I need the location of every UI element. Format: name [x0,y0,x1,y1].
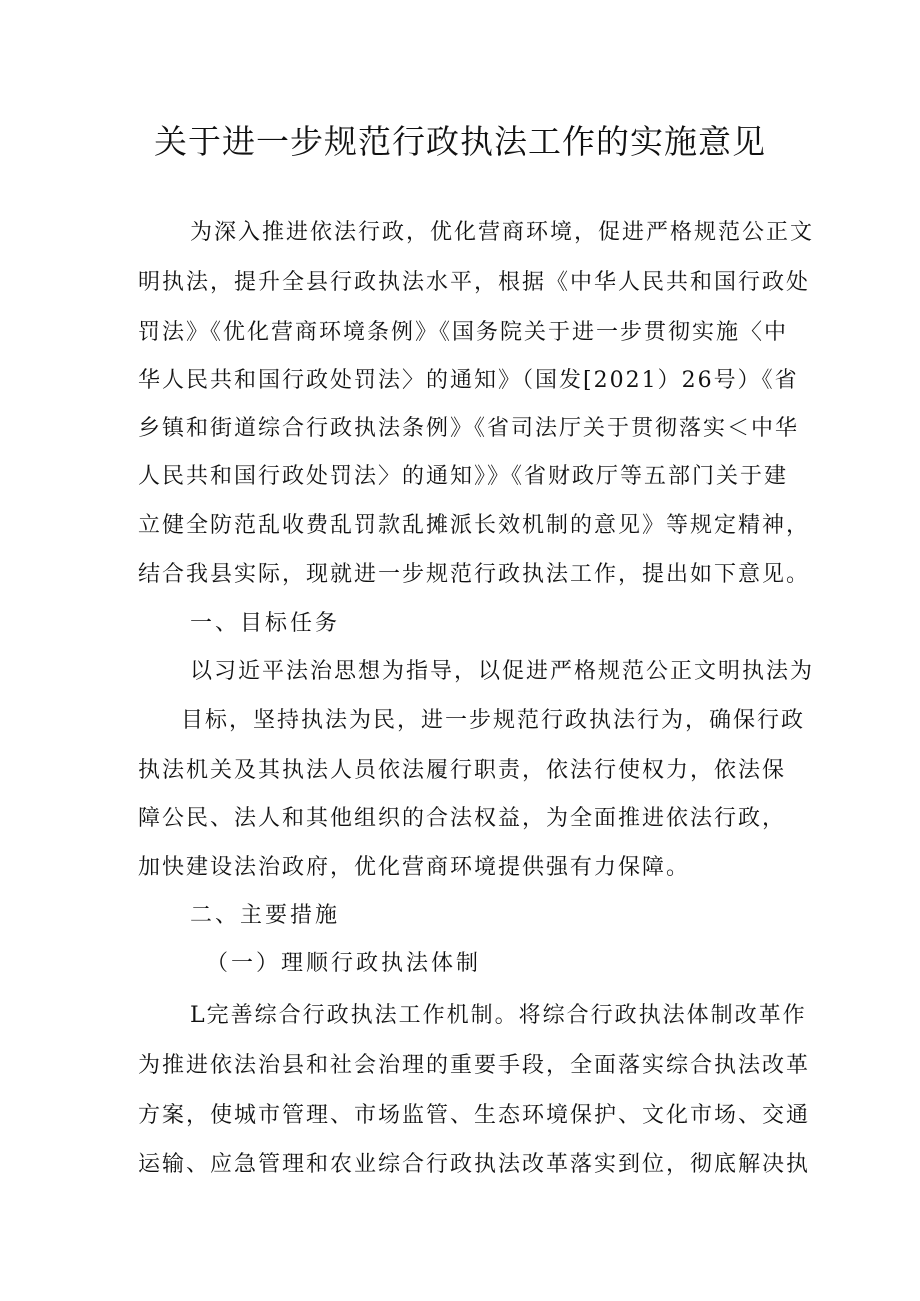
paragraph-line: 运输、应急管理和农业综合行政执法改革落实到位，彻底解决执 [138,1152,811,1177]
paragraph-line: 方案，使城市管理、市场监管、生态环境保护、文化市场、交通 [138,1103,811,1128]
section-heading-goals: 一、目标任务 [190,611,341,636]
paragraph-line: L完善综合行政执法工作机制。将综合行政执法体制改革作 [190,1003,807,1028]
paragraph-line: 为推进依法治县和社会治理的重要手段，全面落实综合执法改革 [138,1053,811,1078]
subsection-heading: （一）理顺行政执法体制 [206,951,482,976]
paragraph-line: 以习近平法治思想为指导，以促进严格规范公正文明执法为 [190,659,815,684]
section-heading-measures: 二、主要措施 [190,903,341,928]
paragraph-line: 结合我县实际，现就进一步规范行政执法工作，提出如下意见。 [138,562,811,587]
paragraph-line: 人民共和国行政处罚法〉的通知》》《省财政厅等五部门关于建 [138,464,789,489]
paragraph-line: 加快建设法治政府，优化营商环境提供强有力保障。 [138,855,691,880]
paragraph-line: 执法机关及其执法人员依法履行职责，依法行使权力，依法保 [138,758,787,783]
document-title: 关于进一步规范行政执法工作的实施意见 [154,122,766,161]
paragraph-line: 明执法，提升全县行政执法水平，根据《中华人民共和国行政处 [138,270,811,295]
paragraph-line: 为深入推进依法行政，优化营商环境，促进严格规范公正文 [190,220,815,245]
paragraph-line: 立健全防范乱收费乱罚款乱摊派长效机制的意见》等规定精神， [138,513,811,538]
paragraph-line: 目标，坚持执法为民，进一步规范行政执法行为，确保行政 [181,708,806,733]
paragraph-line: 华人民共和国行政处罚法〉的通知》（国发[2021）26号）《省 [138,368,799,393]
paragraph-line: 障公民、法人和其他组织的合法权益，为全面推进依法行政， [138,806,787,831]
paragraph-line: 罚法》《优化营商环境条例》《国务院关于进一步贯彻实施〈中 [138,320,789,345]
paragraph-line: 乡镇和街道综合行政执法条例》《省司法厅关于贯彻落实＜中华 [138,416,800,441]
